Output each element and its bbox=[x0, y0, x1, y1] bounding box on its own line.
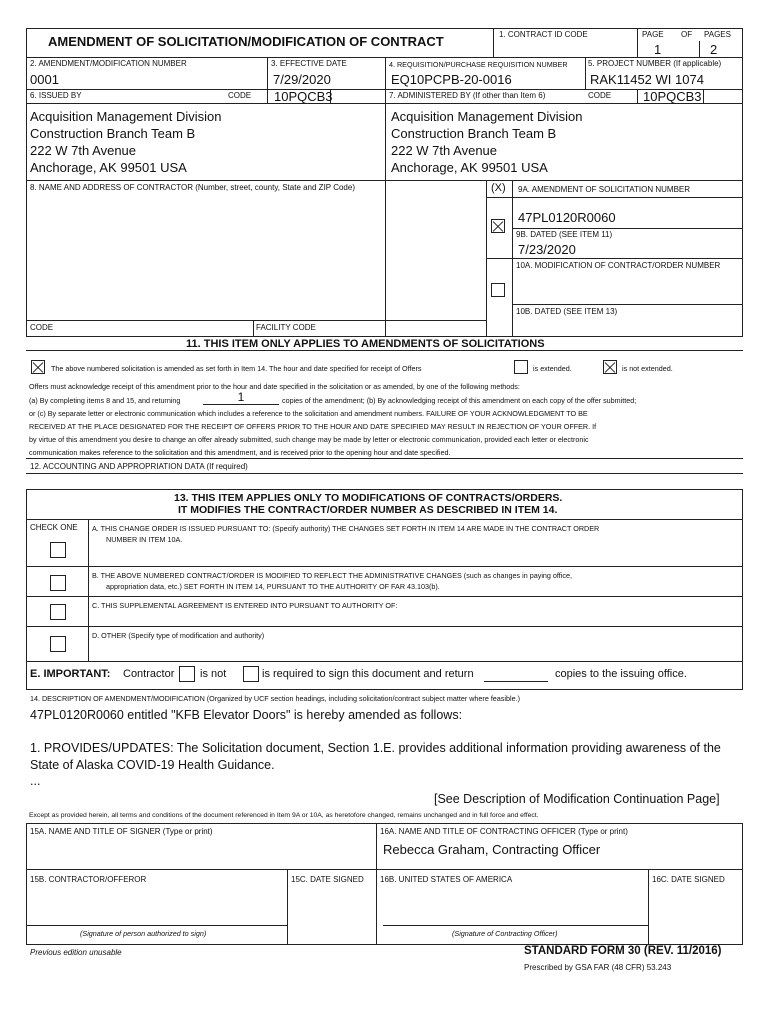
date-signed-16c-label: 16C. DATE SIGNED bbox=[652, 875, 725, 884]
item-11-title: 11. THIS ITEM ONLY APPLIES TO AMENDMENTS OF SOLICITATIONS bbox=[186, 338, 545, 350]
modification-contract-checkbox[interactable] bbox=[491, 283, 505, 297]
dated-9b-value[interactable]: 7/23/2020 bbox=[518, 242, 576, 257]
signature-person-caption: (Signature of person authorized to sign) bbox=[80, 929, 207, 938]
is-not-label: is not bbox=[200, 668, 227, 680]
signer-name-label: 15A. NAME AND TITLE OF SIGNER (Type or print) bbox=[30, 827, 213, 836]
is-not-checkbox[interactable] bbox=[179, 666, 195, 682]
page-label: PAGE bbox=[642, 30, 664, 39]
admin-code-label: CODE bbox=[588, 91, 612, 100]
officer-name-label: 16A. NAME AND TITLE OF CONTRACTING OFFICER (Type or print) bbox=[380, 827, 628, 836]
contractor-code-label: CODE bbox=[30, 323, 54, 332]
copies-returned-value[interactable]: 1 bbox=[203, 390, 279, 405]
form-number: STANDARD FORM 30 (REV. 11/2016) bbox=[524, 945, 722, 957]
description-line: 47PL0120R0060 entitled "KFB Elevator Doors" is hereby amended as follows: bbox=[30, 708, 463, 722]
prescribed-by: Prescribed by GSA FAR (48 CFR) 53.243 bbox=[524, 963, 672, 972]
check-one-label: CHECK ONE bbox=[30, 523, 78, 532]
continuation-note: [See Description of Modification Continuation Page] bbox=[434, 792, 720, 806]
issued-address-line: 222 W 7th Avenue bbox=[30, 143, 137, 158]
item-11-text: RECEIVED AT THE PLACE DESIGNATED FOR THE RECEIPT OF OFFERS PRIOR TO THE HOUR AND DATE SPECIFIED MAY RESULT IN REJECTION OF YOUR OFFER. If bbox=[29, 422, 597, 431]
change-order-checkbox[interactable] bbox=[50, 542, 66, 558]
dated-10b-label: 10B. DATED (SEE ITEM 13) bbox=[516, 307, 618, 316]
copies-return-blank[interactable] bbox=[484, 681, 548, 682]
item-11-text: Offers must acknowledge receipt of this amendment prior to the hour and date specified in the solicitation or as amended, by one of the following methods: bbox=[29, 382, 520, 391]
description-label: 14. DESCRIPTION OF AMENDMENT/MODIFICATION (Organized by UCF section headings, including solicitation/contract subject matter where feasible.) bbox=[30, 694, 520, 703]
officer-name-value[interactable]: Rebecca Graham, Contracting Officer bbox=[383, 842, 601, 857]
issued-code-value[interactable]: 10PQCB3 bbox=[274, 89, 333, 104]
amendment-number-value[interactable]: 0001 bbox=[30, 72, 59, 87]
project-number-label: 5. PROJECT NUMBER (If applicable) bbox=[588, 59, 722, 68]
of-label: OF bbox=[681, 30, 693, 39]
option-c-text: C. THIS SUPPLEMENTAL AGREEMENT IS ENTERED INTO PURSUANT TO AUTHORITY OF: bbox=[92, 601, 398, 610]
description-line: State of Alaska COVID-19 Health Guidance. bbox=[30, 758, 275, 772]
contractor-word: Contractor bbox=[123, 668, 175, 680]
officer-signature-field[interactable] bbox=[383, 884, 648, 924]
item-11-statement: The above numbered solicitation is amended as set forth in Item 14. The hour and date specified for receipt of Offers bbox=[51, 364, 422, 373]
amendment-number-label: 2. AMENDMENT/MODIFICATION NUMBER bbox=[30, 59, 187, 68]
admin-code-value[interactable]: 10PQCB3 bbox=[643, 89, 702, 104]
contractor-signature-field[interactable] bbox=[26, 884, 287, 924]
is-required-label: is required to sign this document and return bbox=[262, 668, 474, 680]
effective-date-value[interactable]: 7/29/2020 bbox=[273, 72, 331, 87]
option-a-text: A. THIS CHANGE ORDER IS ISSUED PURSUANT TO: (Specify authority) THE CHANGES SET FORTH IN ITEM 14 ARE MADE IN THE CONTRACT ORDER bbox=[92, 524, 600, 533]
supplemental-agreement-checkbox[interactable] bbox=[50, 604, 66, 620]
amendment-solicitation-value[interactable]: 47PL0120R0060 bbox=[518, 210, 616, 225]
pages-label: PAGES bbox=[704, 30, 731, 39]
item-11-text: (a) By completing items 8 and 15, and returning bbox=[29, 396, 181, 405]
option-d-text: D. OTHER (Specify type of modification and authority) bbox=[92, 631, 265, 640]
item-11-text: or (c) By separate letter or electronic communication which includes a reference to the solicitation and amendment numbers. FAILURE OF YOUR ACKNOWLEDGMENT TO BE bbox=[29, 409, 588, 418]
item-11-text: by virtue of this amendment you desire to change an offer already submitted, such change may be made by letter or electronic communication, provided each letter or electronic bbox=[29, 435, 589, 444]
total-pages: 2 bbox=[710, 42, 718, 57]
contract-id-label: 1. CONTRACT ID CODE bbox=[499, 30, 588, 39]
item-11-text: copies of the amendment; (b) By acknowledging receipt of this amendment on each copy of the offer submitted; bbox=[282, 396, 637, 405]
amendment-solicitation-checkbox[interactable] bbox=[491, 219, 505, 233]
signature-officer-caption: (Signature of Contracting Officer) bbox=[452, 929, 558, 938]
description-line: 1. PROVIDES/UPDATES: The Solicitation document, Section 1.E. provides additional information providing awareness of the bbox=[30, 741, 721, 755]
extended-label: is extended. bbox=[533, 364, 572, 373]
admin-address-line: 222 W 7th Avenue bbox=[391, 143, 498, 158]
important-label: E. IMPORTANT: bbox=[30, 668, 111, 680]
copies-label: copies to the issuing office. bbox=[555, 668, 687, 680]
other-modification-checkbox[interactable] bbox=[50, 636, 66, 652]
option-a-text: NUMBER IN ITEM 10A. bbox=[106, 535, 183, 544]
option-b-text: B. THE ABOVE NUMBERED CONTRACT/ORDER IS MODIFIED TO REFLECT THE ADMINISTRATIVE CHANGES (such as changes in paying office, bbox=[92, 571, 572, 580]
item-13-title: 13. THIS ITEM APPLIES ONLY TO MODIFICATIONS OF CONTRACTS/ORDERS. bbox=[174, 492, 563, 504]
usa-label: 16B. UNITED STATES OF AMERICA bbox=[380, 875, 513, 884]
date-signed-15c-label: 15C. DATE SIGNED bbox=[291, 875, 364, 884]
requisition-value[interactable]: EQ10PCPB-20-0016 bbox=[391, 72, 512, 87]
item-11-text: communication makes reference to the solicitation and this amendment, and is received prior to the opening hour and date specified. bbox=[29, 448, 451, 457]
administered-by-label: 7. ADMINISTERED BY (If other than Item 6) bbox=[389, 91, 546, 100]
modification-contract-label: 10A. MODIFICATION OF CONTRACT/ORDER NUMBER bbox=[516, 261, 721, 270]
not-extended-label: is not extended. bbox=[622, 364, 673, 373]
contractor-name-label: 8. NAME AND ADDRESS OF CONTRACTOR (Number, street, county, State and ZIP Code) bbox=[30, 183, 355, 192]
issued-by-label: 6. ISSUED BY bbox=[30, 91, 82, 100]
facility-code-label: FACILITY CODE bbox=[256, 323, 316, 332]
option-b-text: appropriation data, etc.) SET FORTH IN ITEM 14, PURSUANT TO THE AUTHORITY OF FAR 43.103(b). bbox=[106, 582, 440, 591]
except-statement: Except as provided herein, all terms and conditions of the document referenced in Item 9A or 10A, as heretofore changed, remains unchanged and in full force and effect. bbox=[29, 812, 539, 819]
item-13-subtitle: IT MODIFIES THE CONTRACT/ORDER NUMBER AS DESCRIBED IN ITEM 14. bbox=[178, 504, 558, 516]
issued-address-line: Acquisition Management Division bbox=[30, 109, 222, 124]
administrative-changes-checkbox[interactable] bbox=[50, 575, 66, 591]
issued-address-line: Construction Branch Team B bbox=[30, 126, 196, 141]
description-ellipsis: ... bbox=[30, 774, 41, 788]
admin-address-line: Acquisition Management Division bbox=[391, 109, 583, 124]
amended-checkbox[interactable] bbox=[31, 360, 45, 374]
contractor-offeror-label: 15B. CONTRACTOR/OFFEROR bbox=[30, 875, 147, 884]
x-column-label: (X) bbox=[491, 182, 506, 194]
requisition-label: 4. REQUISITION/PURCHASE REQUISITION NUMBER bbox=[389, 60, 568, 69]
admin-address-line: Anchorage, AK 99501 USA bbox=[391, 160, 548, 175]
project-number-value[interactable]: RAK11452 WI 1074 bbox=[590, 72, 704, 87]
form-title: AMENDMENT OF SOLICITATION/MODIFICATION OF CONTRACT bbox=[48, 34, 444, 49]
accounting-label: 12. ACCOUNTING AND APPROPRIATION DATA (If required) bbox=[30, 462, 248, 471]
effective-date-label: 3. EFFECTIVE DATE bbox=[271, 59, 347, 68]
extended-checkbox[interactable] bbox=[514, 360, 528, 374]
dated-9b-label: 9B. DATED (SEE ITEM 11) bbox=[516, 230, 613, 239]
is-required-checkbox[interactable] bbox=[243, 666, 259, 682]
issued-code-label: CODE bbox=[228, 91, 252, 100]
page-number: 1 bbox=[654, 42, 662, 57]
not-extended-checkbox[interactable] bbox=[603, 360, 617, 374]
admin-address-line: Construction Branch Team B bbox=[391, 126, 557, 141]
amendment-solicitation-label: 9A. AMENDMENT OF SOLICITATION NUMBER bbox=[518, 185, 691, 194]
previous-edition-note: Previous edition unusable bbox=[30, 948, 122, 957]
issued-address-line: Anchorage, AK 99501 USA bbox=[30, 160, 187, 175]
